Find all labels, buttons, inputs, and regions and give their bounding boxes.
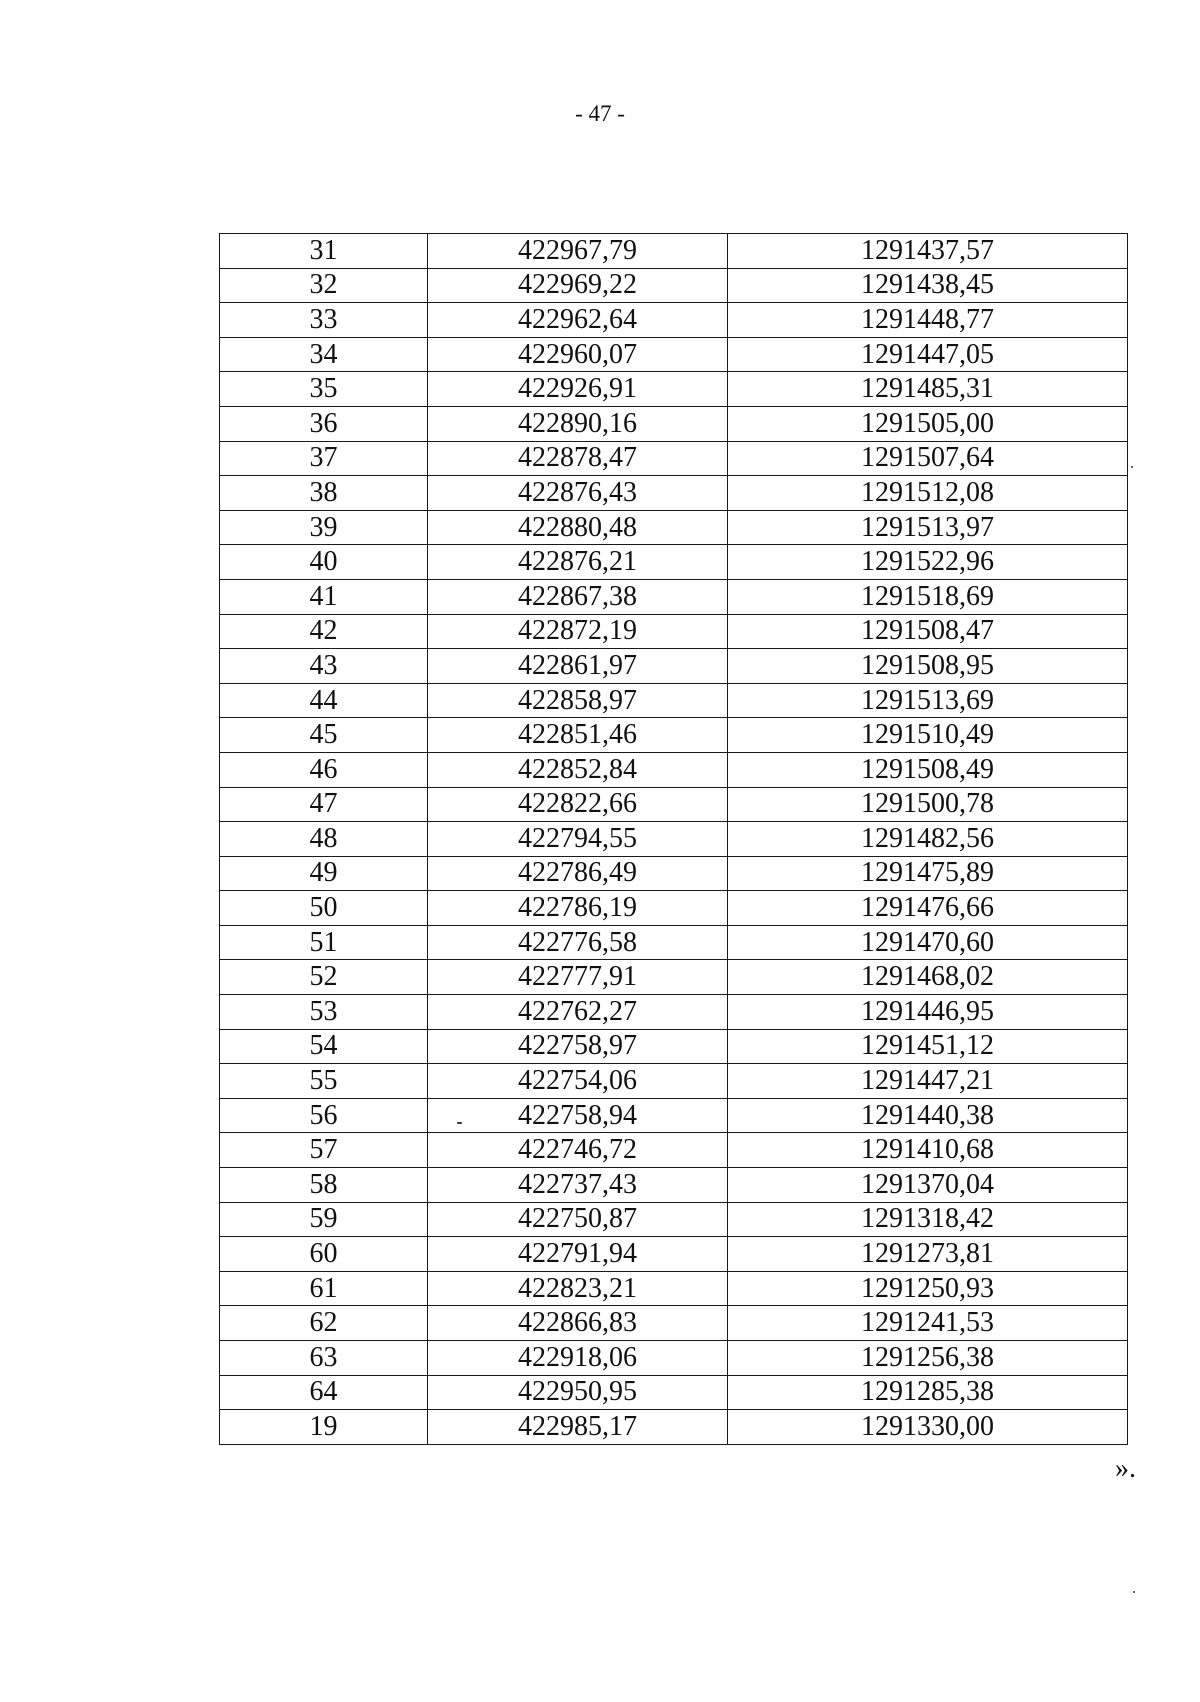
point-number-cell: 44: [220, 683, 428, 718]
coordinates-table-body: [220, 234, 1128, 1445]
y-coordinate-cell: 1291438,45: [728, 268, 1128, 303]
table-row: [220, 822, 1128, 857]
coordinates-table: [219, 233, 1128, 1445]
x-coordinate-cell: 422851,46: [428, 718, 728, 753]
closing-quote-mark: ».: [1115, 1453, 1136, 1484]
table-row: [220, 337, 1128, 372]
x-coordinate-cell: 422967,79: [428, 234, 728, 269]
table-row: [220, 614, 1128, 649]
scan-speck: [1131, 466, 1133, 468]
y-coordinate-cell: 1291508,47: [728, 614, 1128, 649]
point-number-cell: 38: [220, 476, 428, 511]
x-coordinate-cell: 422852,84: [428, 752, 728, 787]
point-number-cell: 19: [220, 1410, 428, 1445]
point-number-cell: 56: [220, 1098, 428, 1133]
point-number-cell: 37: [220, 441, 428, 476]
x-coordinate-cell: 422880,48: [428, 510, 728, 545]
table-row: [220, 1064, 1128, 1099]
y-coordinate-cell: 1291448,77: [728, 303, 1128, 338]
x-coordinate-cell: 422858,97: [428, 683, 728, 718]
point-number-cell: 55: [220, 1064, 428, 1099]
y-coordinate-cell: 1291475,89: [728, 856, 1128, 891]
table-row: [220, 1237, 1128, 1272]
point-number-cell: 62: [220, 1306, 428, 1341]
point-number-cell: 47: [220, 787, 428, 822]
x-coordinate-cell: 422969,22: [428, 268, 728, 303]
point-number-cell: 40: [220, 545, 428, 580]
table-row: [220, 683, 1128, 718]
point-number-cell: 54: [220, 1029, 428, 1064]
y-coordinate-cell: 1291330,00: [728, 1410, 1128, 1445]
point-number-cell: 60: [220, 1237, 428, 1272]
table-row: [220, 406, 1128, 441]
point-number-cell: 32: [220, 268, 428, 303]
table-row: [220, 856, 1128, 891]
x-coordinate-cell: 422878,47: [428, 441, 728, 476]
y-coordinate-cell: 1291476,66: [728, 891, 1128, 926]
scan-speck: [1133, 1591, 1135, 1593]
table-row: [220, 1341, 1128, 1376]
y-coordinate-cell: 1291273,81: [728, 1237, 1128, 1272]
y-coordinate-cell: 1291437,57: [728, 234, 1128, 269]
point-number-cell: 43: [220, 649, 428, 684]
y-coordinate-cell: 1291370,04: [728, 1168, 1128, 1203]
table-row: [220, 268, 1128, 303]
y-coordinate-cell: 1291256,38: [728, 1341, 1128, 1376]
point-number-cell: 58: [220, 1168, 428, 1203]
point-number-cell: 35: [220, 372, 428, 407]
y-coordinate-cell: 1291510,49: [728, 718, 1128, 753]
point-number-cell: 49: [220, 856, 428, 891]
point-number-cell: 31: [220, 234, 428, 269]
table-row: [220, 995, 1128, 1030]
table-row: [220, 1029, 1128, 1064]
table-row: [220, 476, 1128, 511]
y-coordinate-cell: 1291250,93: [728, 1271, 1128, 1306]
x-coordinate-cell: 422867,38: [428, 579, 728, 614]
y-coordinate-cell: 1291241,53: [728, 1306, 1128, 1341]
point-number-cell: 51: [220, 925, 428, 960]
table-row: [220, 372, 1128, 407]
x-coordinate-cell: 422918,06: [428, 1341, 728, 1376]
table-row: [220, 960, 1128, 995]
point-number-cell: 64: [220, 1375, 428, 1410]
x-coordinate-cell: 422861,97: [428, 649, 728, 684]
x-coordinate-cell: 422962,64: [428, 303, 728, 338]
y-coordinate-cell: 1291522,96: [728, 545, 1128, 580]
table-row: [220, 1271, 1128, 1306]
point-number-cell: 50: [220, 891, 428, 926]
point-number-cell: 41: [220, 579, 428, 614]
x-coordinate-cell: 422746,72: [428, 1133, 728, 1168]
x-coordinate-cell: 422876,21: [428, 545, 728, 580]
x-coordinate-cell: 422758,94: [428, 1098, 728, 1133]
table-row: [220, 752, 1128, 787]
y-coordinate-cell: 1291440,38: [728, 1098, 1128, 1133]
x-coordinate-cell: 422985,17: [428, 1410, 728, 1445]
table-row: [220, 579, 1128, 614]
y-coordinate-cell: 1291500,78: [728, 787, 1128, 822]
point-number-cell: 45: [220, 718, 428, 753]
table-row: [220, 1098, 1128, 1133]
x-coordinate-cell: 422758,97: [428, 1029, 728, 1064]
y-coordinate-cell: 1291508,49: [728, 752, 1128, 787]
point-number-cell: 39: [220, 510, 428, 545]
table-row: [220, 1306, 1128, 1341]
x-coordinate-cell: 422737,43: [428, 1168, 728, 1203]
table-row: [220, 718, 1128, 753]
point-number-cell: 48: [220, 822, 428, 857]
y-coordinate-cell: 1291470,60: [728, 925, 1128, 960]
x-coordinate-cell: 422822,66: [428, 787, 728, 822]
x-coordinate-cell: 422754,06: [428, 1064, 728, 1099]
y-coordinate-cell: 1291318,42: [728, 1202, 1128, 1237]
table-row: [220, 891, 1128, 926]
x-coordinate-cell: 422786,49: [428, 856, 728, 891]
table-row: [220, 234, 1128, 269]
table-row: [220, 545, 1128, 580]
x-coordinate-cell: 422872,19: [428, 614, 728, 649]
point-number-cell: 61: [220, 1271, 428, 1306]
x-coordinate-cell: 422777,91: [428, 960, 728, 995]
x-coordinate-cell: 422823,21: [428, 1271, 728, 1306]
y-coordinate-cell: 1291410,68: [728, 1133, 1128, 1168]
y-coordinate-cell: 1291451,12: [728, 1029, 1128, 1064]
table-row: [220, 1133, 1128, 1168]
table-row: [220, 649, 1128, 684]
x-coordinate-cell: 422776,58: [428, 925, 728, 960]
y-coordinate-cell: 1291285,38: [728, 1375, 1128, 1410]
point-number-cell: 63: [220, 1341, 428, 1376]
scan-speck: [457, 1122, 462, 1124]
x-coordinate-cell: 422926,91: [428, 372, 728, 407]
x-coordinate-cell: 422876,43: [428, 476, 728, 511]
y-coordinate-cell: 1291447,05: [728, 337, 1128, 372]
point-number-cell: 57: [220, 1133, 428, 1168]
point-number-cell: 33: [220, 303, 428, 338]
point-number-cell: 53: [220, 995, 428, 1030]
y-coordinate-cell: 1291485,31: [728, 372, 1128, 407]
y-coordinate-cell: 1291513,97: [728, 510, 1128, 545]
x-coordinate-cell: 422890,16: [428, 406, 728, 441]
table-row: [220, 787, 1128, 822]
point-number-cell: 59: [220, 1202, 428, 1237]
page-number: - 47 -: [575, 101, 625, 126]
x-coordinate-cell: 422866,83: [428, 1306, 728, 1341]
y-coordinate-cell: 1291468,02: [728, 960, 1128, 995]
x-coordinate-cell: 422794,55: [428, 822, 728, 857]
point-number-cell: 36: [220, 406, 428, 441]
point-number-cell: 34: [220, 337, 428, 372]
table-row: [220, 510, 1128, 545]
table-row: [220, 441, 1128, 476]
y-coordinate-cell: 1291512,08: [728, 476, 1128, 511]
point-number-cell: 52: [220, 960, 428, 995]
table-row: [220, 1168, 1128, 1203]
point-number-cell: 46: [220, 752, 428, 787]
x-coordinate-cell: 422762,27: [428, 995, 728, 1030]
y-coordinate-cell: 1291518,69: [728, 579, 1128, 614]
table-row: [220, 1202, 1128, 1237]
x-coordinate-cell: 422950,95: [428, 1375, 728, 1410]
y-coordinate-cell: 1291447,21: [728, 1064, 1128, 1099]
y-coordinate-cell: 1291505,00: [728, 406, 1128, 441]
table-row: [220, 925, 1128, 960]
x-coordinate-cell: 422750,87: [428, 1202, 728, 1237]
x-coordinate-cell: 422960,07: [428, 337, 728, 372]
table-row: [220, 1410, 1128, 1445]
table-row: [220, 1375, 1128, 1410]
y-coordinate-cell: 1291513,69: [728, 683, 1128, 718]
y-coordinate-cell: 1291482,56: [728, 822, 1128, 857]
x-coordinate-cell: 422791,94: [428, 1237, 728, 1272]
point-number-cell: 42: [220, 614, 428, 649]
y-coordinate-cell: 1291446,95: [728, 995, 1128, 1030]
y-coordinate-cell: 1291508,95: [728, 649, 1128, 684]
x-coordinate-cell: 422786,19: [428, 891, 728, 926]
table-row: [220, 303, 1128, 338]
y-coordinate-cell: 1291507,64: [728, 441, 1128, 476]
